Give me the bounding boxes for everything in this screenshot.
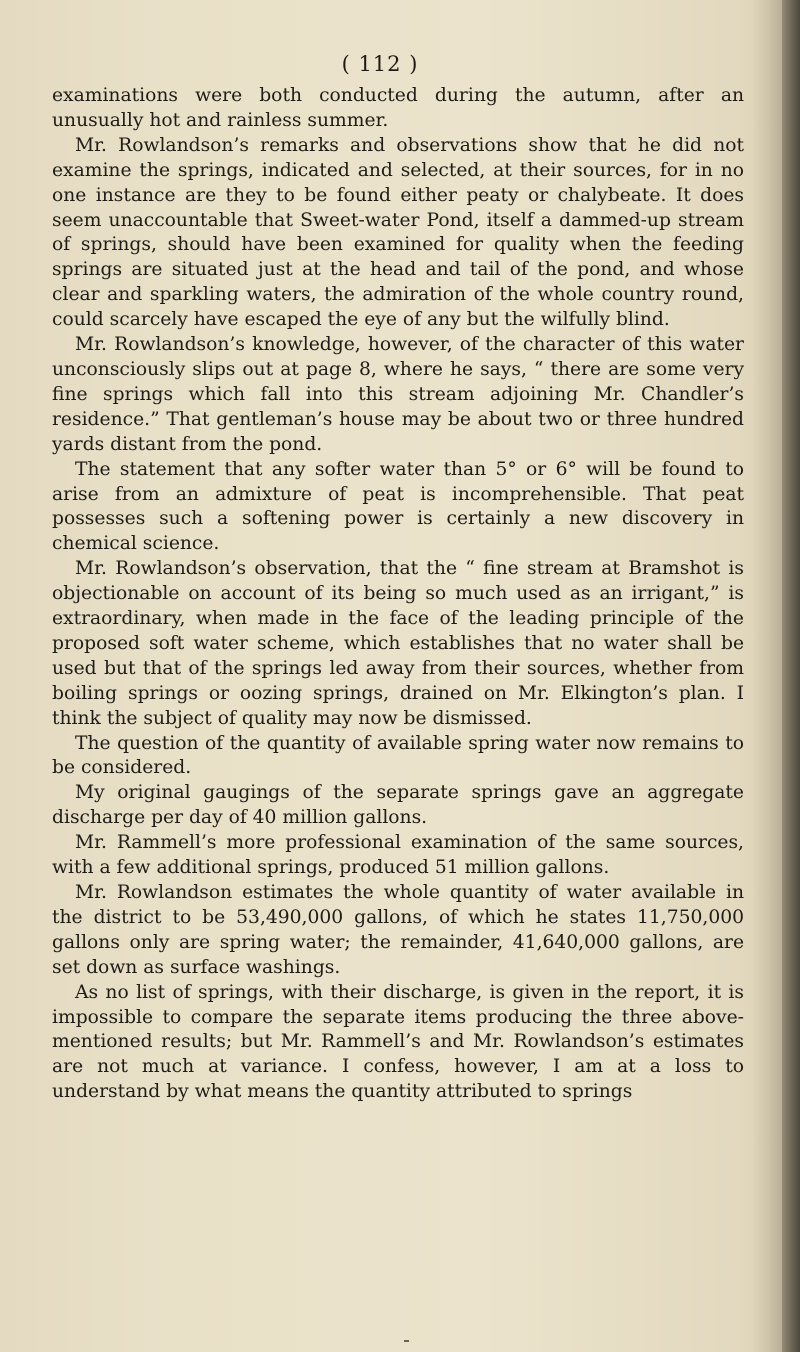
paragraph-5: Mr. Rowlandson’s observation, that the “ fine stream at Bramshot is objectionable on account of its being so much used as an irrigant,” is extraordinary, when made in the face of the leading principle of the proposed soft water scheme, which establishes that no water shall be used but that of the springs led away from their sources, whether from boiling springs or oozing springs, drained on Mr. Elkington’s plan. I think the subject of quality may now be dismissed. (52, 558, 744, 729)
page-number: ( 112 ) (341, 52, 419, 76)
paragraph-2: Mr. Rowlandson’s remarks and observations show that he did not examine the springs, indicated and selected, at their sources, for in no one instance are they to be found either peaty or chalybeate. It does seem unaccountable that Sweet-water Pond, itself a dammed-up stream of springs, should have been examined for quality when the feeding springs are situated just at the head and tail of the pond, and whose clear and sparkling waters, the admiration of the whole country round, could scarcely have escaped the eye of any but the wilfully blind. (52, 134, 744, 331)
paragraph-3: Mr. Rowlandson’s knowledge, however, of the character of this water unconsciously slips out at page 8, where he says, “ there are some very fine springs which fall into this stream adjoining Mr. Chandler’s residence.” That gentleman’s house may be about two or three hundred yards distant from the pond. (52, 334, 744, 455)
paragraph-8: Mr. Rammell’s more professional examination of the same sources, with a few additional springs, produced 51 million gallons. (52, 832, 744, 879)
paragraph-7: My original gaugings of the separate springs gave an aggregate discharge per day of 40 million gallons. (52, 782, 744, 829)
catchword-mark (404, 1340, 409, 1342)
paragraph-4: The statement that any softer water than 5° or 6° will be found to arise from an admixture of peat is incomprehensible. That peat possesses such a softening power is certainly a new discovery in chemical science. (52, 458, 744, 555)
paragraph-9: Mr. Rowlandson estimates the whole quantity of water available in the district to be 53,490,000 gallons, of which he states 11,750,000 gallons only are spring water; the remainder, 41,640,000 gallons, are set down as surface washings. (52, 882, 744, 978)
body-text (52, 84, 744, 1105)
paragraph-6: The question of the quantity of available spring water now remains to be considered. (52, 732, 744, 779)
binding-edge (782, 0, 800, 1352)
paragraph-1: examinations were both conducted during the autumn, after an unusually hot and rainless summer. (52, 85, 744, 131)
paragraph-10: As no list of springs, with their discharge, is given in the report, it is impossible to compare the separate items producing the three above-mentioned results; but Mr. Rammell’s and Mr. Rowlandson’s estimates are not much at variance. I confess, however, I am at a loss to understand by what means the quantity attributed to springs (52, 981, 744, 1103)
